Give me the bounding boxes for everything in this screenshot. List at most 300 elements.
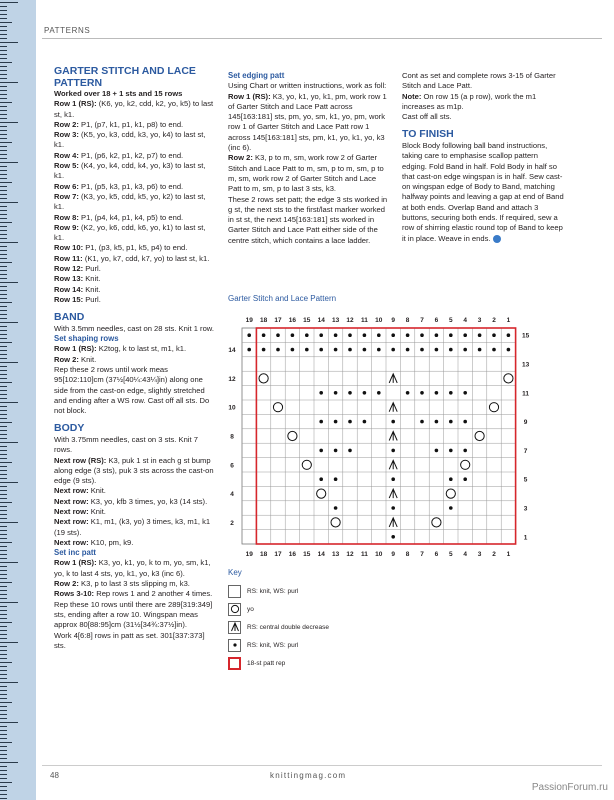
- purl-dot-stitch: [377, 348, 381, 352]
- column-number: 13: [331, 317, 340, 324]
- ruler-tick: [0, 94, 7, 95]
- column-number: 19: [245, 317, 253, 324]
- column-number: 2: [492, 551, 496, 558]
- purl-dot-stitch: [435, 420, 439, 424]
- ruler-tick: [0, 458, 7, 459]
- ruler-tick: [0, 430, 7, 431]
- ruler-tick: [0, 702, 12, 703]
- ruler-tick: [0, 602, 18, 603]
- ruler-tick: [0, 578, 7, 579]
- footer-divider: [42, 765, 602, 766]
- key-item-yo: [228, 602, 254, 616]
- pattern-row: [54, 274, 216, 284]
- purl-dot-stitch: [507, 333, 511, 337]
- purl-dot-stitch: [291, 348, 295, 352]
- ruler-tick: [0, 522, 18, 523]
- ruler-tick: [0, 530, 7, 531]
- ruler-tick: [0, 34, 7, 35]
- ruler-tick: [0, 618, 7, 619]
- ruler-tick: [0, 462, 12, 463]
- pattern-row: [54, 120, 216, 130]
- row-number: 6: [230, 462, 234, 470]
- ruler-tick: [0, 386, 7, 387]
- ruler-tick: [0, 514, 7, 515]
- inc-work: Work 4[6:8] rows in patt as set. 301[337:373] sts.: [54, 630, 205, 650]
- ruler-tick: [0, 586, 7, 587]
- ruler-tick: [0, 310, 7, 311]
- body-row: [54, 538, 216, 548]
- ruler-tick: [0, 718, 7, 719]
- ruler-tick: [0, 626, 7, 627]
- blank-symbol-icon: [228, 585, 241, 598]
- pattern-row-text: (K5, yo, k3, cdd, k3, yo, k4) to last st, k1.: [54, 130, 206, 150]
- inc-title: Set inc patt: [54, 548, 97, 558]
- ruler-tick: [0, 714, 7, 715]
- purl-dot-stitch: [377, 391, 381, 395]
- purl-dot-stitch: [319, 333, 323, 337]
- ruler-tick: [0, 154, 7, 155]
- purl-dot-stitch: [334, 420, 338, 424]
- ruler-tick: [0, 466, 7, 467]
- ruler-tick: [0, 322, 18, 323]
- ruler-tick: [0, 570, 7, 571]
- shaping-row-text: Knit.: [78, 354, 97, 364]
- ruler-tick: [0, 6, 7, 7]
- column-number: 15: [303, 551, 311, 558]
- purl-dot-stitch: [262, 333, 266, 337]
- row-number: 1: [523, 534, 528, 542]
- row-number: 5: [523, 476, 528, 484]
- ruler-tick: [0, 294, 7, 295]
- purl-dot-stitch: [449, 333, 453, 337]
- finish-text: [402, 141, 564, 244]
- column-number: 16: [288, 317, 297, 324]
- ruler-tick: [0, 518, 7, 519]
- purl-dot-stitch: [463, 333, 467, 337]
- shaping-row: [54, 344, 216, 354]
- dot-symbol-icon: [228, 639, 241, 652]
- ruler-tick: [0, 662, 12, 663]
- ruler-tick: [0, 358, 7, 359]
- pattern-row-label: Row 12:: [54, 264, 84, 274]
- key-label: RS: knit, WS: purl: [247, 587, 299, 595]
- purl-dot-stitch: [334, 506, 338, 510]
- column-number: 17: [274, 551, 282, 558]
- pattern-row-label: Row 4:: [54, 150, 79, 160]
- pattern-row-text: (K1, yo, k7, cdd, k7, yo) to last st, k1.: [82, 253, 210, 263]
- band-intro: With 3.5mm needles, cast on 28 sts. Knit 1 row.: [54, 323, 214, 333]
- purl-dot-stitch: [334, 391, 338, 395]
- ruler-tick: [0, 146, 7, 147]
- column-number: 10: [375, 551, 383, 558]
- column-number: 4: [463, 317, 468, 324]
- ruler-tick: [0, 382, 12, 383]
- pattern-row: [54, 192, 216, 213]
- ruler-tick: [0, 194, 7, 195]
- ruler-tick: [0, 90, 7, 91]
- ruler-tick: [0, 606, 7, 607]
- column-number: 1: [506, 551, 511, 558]
- column-number: 8: [405, 551, 410, 558]
- purl-dot-stitch: [276, 333, 280, 337]
- purl-dot-stitch: [492, 333, 496, 337]
- chart-title: Garter Stitch and Lace Pattern: [228, 294, 337, 303]
- purl-dot-stitch: [463, 449, 467, 453]
- ruler-tick: [0, 182, 12, 183]
- shaping-title: Set shaping rows: [54, 334, 119, 344]
- ruler-tick: [0, 434, 7, 435]
- ruler-tick: [0, 226, 7, 227]
- ruler-tick: [0, 42, 18, 43]
- ruler-tick: [0, 474, 7, 475]
- column-number: 18: [259, 551, 268, 558]
- ruler-tick: [0, 2, 18, 3]
- ruler-tick: [0, 46, 7, 47]
- pattern-row-text: P1, (p3, k5, p1, k5, p4) to end.: [83, 243, 188, 253]
- ruler-tick: [0, 326, 7, 327]
- pattern-row: [54, 151, 216, 161]
- body-row: [54, 497, 216, 507]
- pattern-row: [54, 161, 216, 182]
- ruler-tick: [0, 414, 7, 415]
- ruler-tick: [0, 218, 7, 219]
- pattern-row-label: Row 11:: [54, 253, 83, 263]
- pattern-row-label: Row 13:: [54, 274, 84, 284]
- ruler-tick: [0, 266, 7, 267]
- ruler-tick: [0, 10, 7, 11]
- ruler-tick: [0, 174, 7, 175]
- site-url: knittingmag.com: [270, 771, 347, 780]
- column-number: 9: [391, 551, 396, 558]
- purl-dot-stitch: [319, 477, 323, 481]
- ruler-tick: [0, 78, 7, 79]
- ruler-tick: [0, 22, 12, 23]
- key-title: Key: [228, 568, 242, 577]
- ruler-tick: [0, 694, 7, 695]
- edging-row-text: K3, p to m, sm, work row 2 of Garter Stitch and Lace Patt to m, sm, p to m, sm, p to m, sm, work row 2 of Garter Stitch and Lace Patt to m, sm, p to last 3 sts, k3.: [228, 153, 384, 194]
- pattern-row: [54, 130, 216, 151]
- purl-dot-stitch: [449, 420, 453, 424]
- inc-repeat: Rep these 10 rows until there are 289[319:349] sts, ending after a row 10. Wingspan meas approx 80[88:95]cm (31½[34¾:37½]in).: [54, 599, 213, 630]
- ruler-tick: [0, 630, 7, 631]
- ruler-tick: [0, 166, 7, 167]
- ruler-tick: [0, 378, 7, 379]
- ruler-tick: [0, 710, 7, 711]
- column-number: 19: [245, 551, 253, 558]
- column-number: 10: [375, 317, 383, 324]
- pattern-row-text: (K4, yo, k4, cdd, k4, yo, k3) to last st, k1.: [54, 161, 206, 181]
- ruler-tick: [0, 374, 7, 375]
- ruler-tick: [0, 122, 18, 123]
- ruler-tick: [0, 86, 7, 87]
- ruler-tick: [0, 330, 7, 331]
- body-row-label: Next row:: [54, 537, 89, 547]
- purl-dot-stitch: [478, 348, 482, 352]
- ruler-tick: [0, 126, 7, 127]
- ruler-tick: [0, 62, 12, 63]
- purl-dot-stitch: [463, 348, 467, 352]
- key-item-blank: [228, 584, 298, 598]
- column-number: 17: [274, 317, 282, 324]
- purl-dot-stitch: [463, 477, 467, 481]
- ruler-tick: [0, 346, 7, 347]
- ruler-tick: [0, 278, 7, 279]
- column-number: 7: [420, 551, 424, 558]
- purl-dot-stitch: [435, 333, 439, 337]
- pattern-row: [54, 182, 216, 192]
- body-row-label: Next row:: [54, 506, 89, 516]
- ruler-tick: [0, 566, 7, 567]
- ruler-tick: [0, 402, 18, 403]
- purl-dot-stitch: [377, 333, 381, 337]
- ruler-tick: [0, 334, 7, 335]
- pattern-row-label: Row 9:: [54, 222, 79, 232]
- body-rows: [54, 456, 216, 549]
- pattern-row-text: Purl.: [83, 264, 101, 274]
- column-number: 6: [434, 317, 439, 324]
- ruler-tick: [0, 342, 12, 343]
- row-number: 15: [521, 332, 530, 340]
- ruler-tick: [0, 318, 7, 319]
- pattern-row-label: Row 2:: [54, 119, 79, 129]
- purl-dot-stitch: [348, 449, 352, 453]
- body-row: [54, 507, 216, 517]
- column-number: 1: [506, 317, 511, 324]
- ruler-tick: [0, 558, 7, 559]
- purl-dot-stitch: [449, 348, 453, 352]
- ruler-tick: [0, 130, 7, 131]
- ruler-tick: [0, 350, 7, 351]
- ruler-tick: [0, 366, 7, 367]
- column-number: 18: [259, 317, 268, 324]
- ruler-tick: [0, 102, 12, 103]
- ruler-tick: [0, 614, 7, 615]
- ruler-tick: [0, 114, 7, 115]
- ruler-tick: [0, 134, 7, 135]
- ruler-tick: [0, 314, 7, 315]
- ruler-tick: [0, 594, 7, 595]
- pattern-row: [54, 99, 216, 120]
- ruler-tick: [0, 482, 18, 483]
- pattern-row-label: Row 3:: [54, 130, 79, 140]
- inc-row-text: Rep rows 1 and 2 another 4 times.: [94, 589, 213, 599]
- repeat-symbol-icon: [228, 657, 241, 670]
- ruler-tick: [0, 650, 7, 651]
- inc-row: [54, 579, 216, 589]
- ruler-tick: [0, 550, 7, 551]
- ruler-tick: [0, 234, 7, 235]
- ruler-tick: [0, 690, 7, 691]
- inc-rows: [54, 558, 216, 599]
- pattern-row: [54, 285, 216, 295]
- ruler-tick: [0, 274, 7, 275]
- ruler-tick: [0, 282, 18, 283]
- inc-row-text: K3, yo, k1, yo, k to m, yo, sm, k1, yo, k to last 4 sts, yo, k1, yo, k3 (inc 6).: [54, 558, 211, 578]
- body-row-label: Next row:: [54, 517, 89, 527]
- pattern-row-label: Row 1 (RS):: [54, 99, 97, 109]
- purl-dot-stitch: [348, 333, 352, 337]
- ruler-tick: [0, 698, 7, 699]
- edging-title: Set edging patt: [228, 71, 285, 80]
- row-number: 9: [523, 419, 528, 427]
- column-number: 12: [346, 551, 354, 558]
- purl-dot-stitch: [435, 391, 439, 395]
- pattern-row-text: Knit.: [83, 284, 101, 294]
- pattern-row: [54, 243, 216, 253]
- row-number: 14: [228, 347, 236, 355]
- ruler-tick: [0, 354, 7, 355]
- purl-dot-stitch: [420, 391, 424, 395]
- ruler-tick: [0, 254, 7, 255]
- purl-dot-stitch: [449, 477, 453, 481]
- ruler-tick: [0, 298, 7, 299]
- purl-dot-stitch: [435, 449, 439, 453]
- ruler-tick: [0, 270, 7, 271]
- body-row: [54, 456, 216, 487]
- purl-dot-stitch: [247, 333, 251, 337]
- pattern-row-text: P1, (p7, k1, p1, k1, p8) to end.: [78, 119, 184, 129]
- finish-body: Block Body following ball band instructions, taking care to emphasise scallop pattern edging. Fold Band in half. Fold Body in half so that cast-on edge wingspan is in half. Sew cast-on wingspan edge of Body to Band, matching halfway points and leaving a gap at end of Band at both ends. Overlap Band and attach 3 buttons, securing both ends. If required, sew a row of shirring elastic round top of Band to keep it in place. Weave in ends.: [402, 140, 564, 243]
- row-number: 2: [230, 519, 234, 527]
- purl-dot-stitch: [507, 348, 511, 352]
- ruler-tick: [0, 538, 7, 539]
- ruler-tick: [0, 150, 7, 151]
- ruler-tick: [0, 582, 12, 583]
- ruler-tick: [0, 230, 7, 231]
- ruler-tick: [0, 646, 7, 647]
- body-row-text: K1, m1, (k3, yo) 3 times, k3, m1, k1 (19 sts).: [54, 517, 211, 537]
- column-number: 4: [463, 551, 468, 558]
- ruler-tick: [0, 398, 7, 399]
- purl-dot-stitch: [247, 348, 251, 352]
- ruler-tick: [0, 766, 7, 767]
- ruler-tick: [0, 782, 12, 783]
- row-number: 13: [521, 361, 530, 369]
- ruler-tick: [0, 494, 7, 495]
- column-number: 5: [448, 551, 453, 558]
- ruler-tick: [0, 238, 7, 239]
- purl-dot-stitch: [391, 506, 395, 510]
- pattern-row-label: Row 10:: [54, 243, 84, 253]
- ruler-tick: [0, 118, 7, 119]
- ruler-tick: [0, 502, 12, 503]
- ruler-tick: [0, 82, 18, 83]
- column-number: 8: [405, 317, 410, 324]
- ruler-tick: [0, 554, 7, 555]
- ruler-tick: [0, 706, 7, 707]
- ruler-tick: [0, 770, 7, 771]
- ruler-tick: [0, 390, 7, 391]
- ruler-tick: [0, 242, 18, 243]
- key-label: RS: central double decrease: [247, 623, 330, 631]
- column-number: 12: [346, 317, 354, 324]
- ruler-tick: [0, 362, 18, 363]
- row-number: 8: [230, 433, 234, 441]
- ruler-tick: [0, 546, 7, 547]
- body-row-label: Next row (RS):: [54, 455, 107, 465]
- ruler-tick: [0, 186, 7, 187]
- purl-dot-stitch: [334, 477, 338, 481]
- ruler-tick: [0, 258, 7, 259]
- ruler-tick: [0, 426, 7, 427]
- column-number: 13: [331, 551, 340, 558]
- continue-text: Cont as set and complete rows 3-15 of Garter Stitch and Lace Patt.: [402, 71, 556, 91]
- ruler-tick: [0, 498, 7, 499]
- column-2: [228, 71, 390, 246]
- ruler-tick: [0, 18, 7, 19]
- yarn-ball-icon: [493, 235, 501, 243]
- column-number: 11: [360, 317, 368, 324]
- pattern-row-label: Row 7:: [54, 191, 79, 201]
- inc-row: [54, 558, 216, 579]
- pattern-row: [54, 264, 216, 274]
- key-label: 18-st patt rep: [247, 659, 286, 667]
- ruler-tick: [0, 306, 7, 307]
- knitting-chart: [222, 308, 552, 558]
- key-item-repeat: [228, 656, 285, 670]
- ruler-tick: [0, 38, 7, 39]
- pattern-row-label: Row 5:: [54, 161, 79, 171]
- ruler-tick: [0, 178, 7, 179]
- ruler-tick: [0, 678, 7, 679]
- ruler-tick: [0, 210, 7, 211]
- ruler-tick: [0, 542, 12, 543]
- ruler-tick: [0, 406, 7, 407]
- purl-dot-stitch: [420, 333, 424, 337]
- ruler-tick: [0, 738, 7, 739]
- ruler-tick: [0, 214, 7, 215]
- shaping-rows: [54, 344, 216, 365]
- ruler-tick: [0, 622, 12, 623]
- pattern-row-text: P1, (p6, k2, p1, k2, p7) to end.: [78, 150, 184, 160]
- inc-row-text: K3, p to last 3 sts slipping m, k3.: [78, 579, 190, 589]
- key-label: RS: knit, WS: purl: [247, 641, 299, 649]
- ruler-tick: [0, 682, 18, 683]
- ruler-tick: [0, 670, 7, 671]
- column-number: 7: [420, 317, 424, 324]
- edging-rows: [228, 92, 390, 195]
- inc-row-label: Rows 3-10:: [54, 589, 95, 599]
- column-number: 2: [492, 317, 496, 324]
- ruler-tick: [0, 686, 7, 687]
- purl-dot-stitch: [363, 420, 367, 424]
- ruler-tick: [0, 106, 7, 107]
- purl-dot-stitch: [420, 420, 424, 424]
- column-number: 14: [317, 551, 325, 558]
- purl-dot-stitch: [406, 391, 410, 395]
- pattern-row-label: Row 8:: [54, 212, 79, 222]
- ruler-tick: [0, 634, 7, 635]
- purl-dot-stitch: [348, 391, 352, 395]
- ruler-tick: [0, 190, 7, 191]
- purl-dot-stitch: [391, 420, 395, 424]
- ruler-tick: [0, 722, 18, 723]
- purl-dot-stitch: [391, 535, 395, 539]
- finish-title: TO FINISH: [402, 128, 454, 141]
- purl-dot-stitch: [391, 348, 395, 352]
- purl-dot-stitch: [463, 391, 467, 395]
- purl-dot-stitch: [492, 348, 496, 352]
- body-row-text: Knit.: [88, 486, 106, 496]
- ruler-tick: [0, 66, 7, 67]
- body-row-text: K3, puk 1 st in each g st bump along edge (3 sts), puk 3 sts across the cast-on edge (9 sts).: [54, 455, 214, 486]
- pattern-row-text: Knit.: [83, 274, 101, 284]
- cdd-symbol-icon: [228, 621, 241, 634]
- column-3: [402, 71, 564, 244]
- inc-row-label: Row 1 (RS):: [54, 558, 97, 568]
- ruler-tick: [0, 162, 18, 163]
- shaping-row-label: Row 2:: [54, 354, 79, 364]
